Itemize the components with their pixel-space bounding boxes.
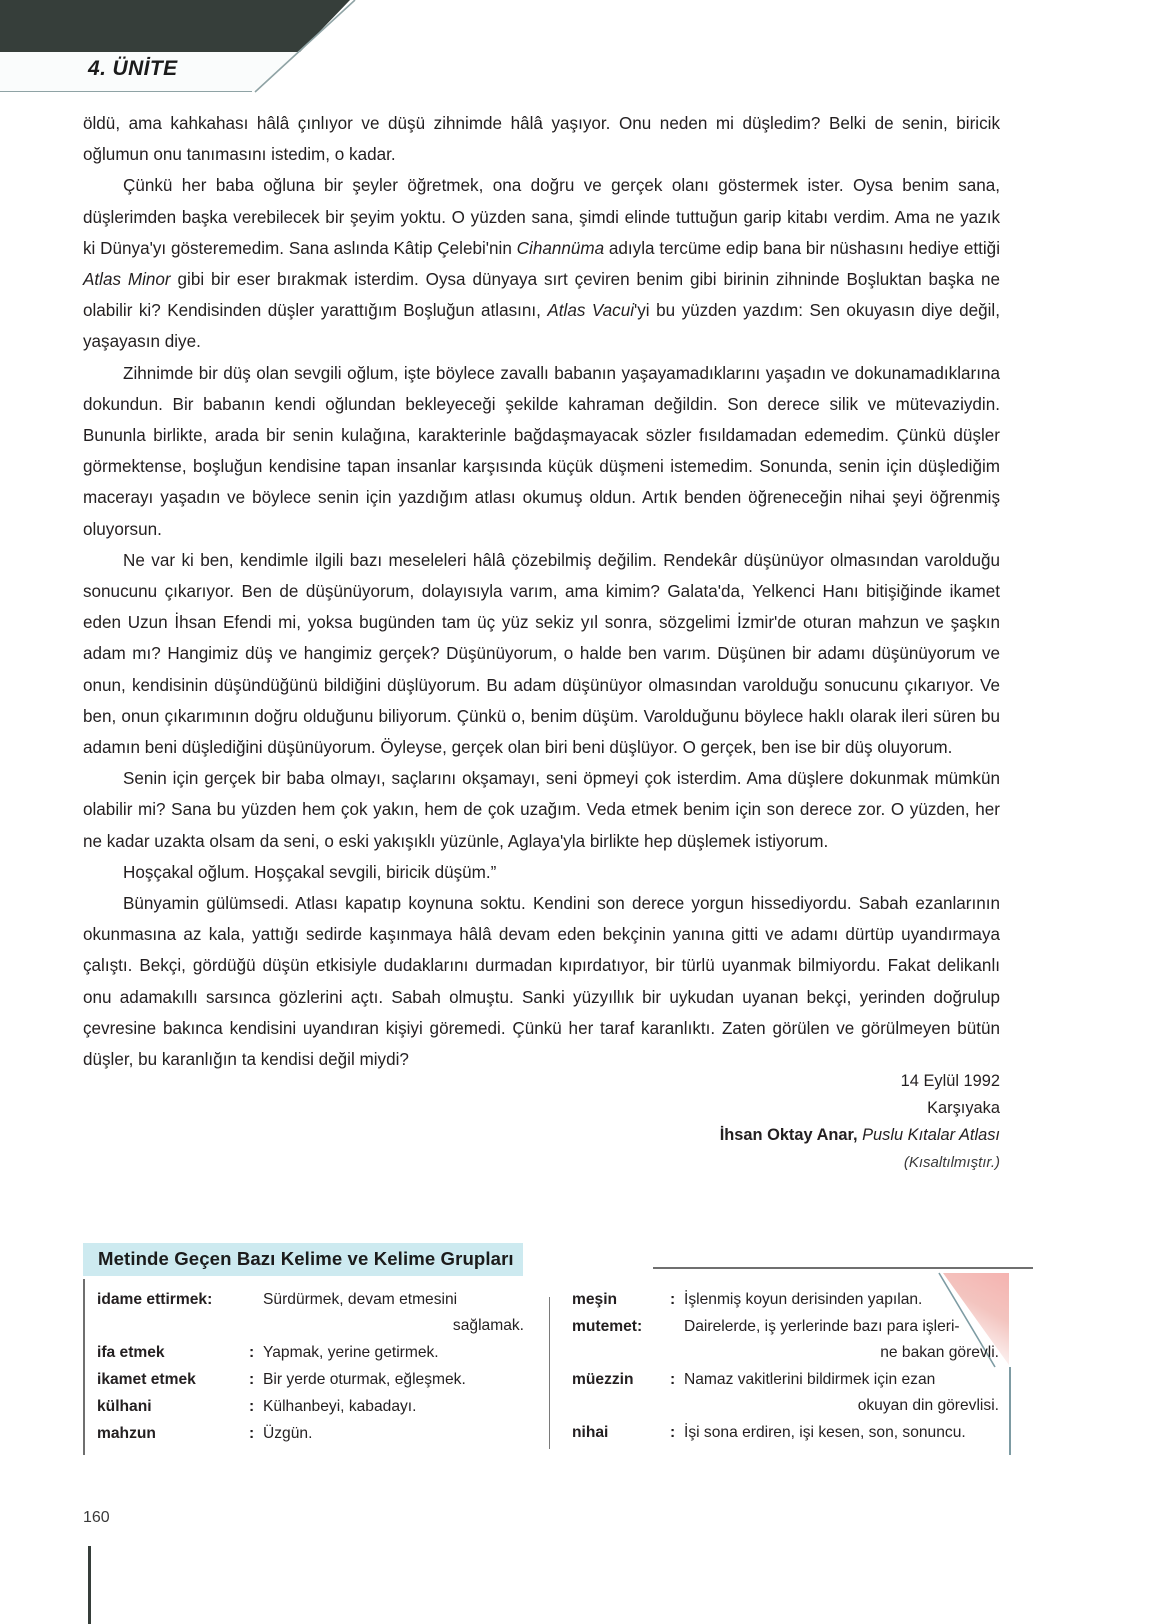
vocabulary-box-left-border bbox=[83, 1279, 85, 1455]
vocabulary-definition bbox=[263, 1394, 524, 1420]
vocabulary-definition-line: Yapmak, yerine getirmek. bbox=[263, 1344, 439, 1361]
vocabulary-definition-line: Namaz vakitlerini bildirmek için ezan bbox=[684, 1371, 936, 1388]
vocabulary-definition-line: Üzgün. bbox=[263, 1425, 313, 1442]
vocabulary-columns bbox=[97, 1287, 999, 1448]
paragraph bbox=[83, 108, 1000, 170]
emphasis-text: Cihannüma bbox=[516, 238, 605, 258]
vocabulary-definition-line: Külhanbeyi, kabadayı. bbox=[263, 1398, 417, 1415]
paragraph-text: Hoşçakal oğlum. Hoşçakal sevgili, biricik düşüm.” bbox=[123, 862, 497, 882]
paragraph-text: 'yi bu yüzden yazdım: Sen okuyasın diye değil, yaşayasın diye. bbox=[83, 301, 1000, 352]
vocabulary-definition-line: Bir yerde oturmak, eğleşmek. bbox=[263, 1371, 466, 1388]
vocabulary-term: idame ettirmek: bbox=[97, 1291, 213, 1308]
paragraph-text: öldü, ama kahkahası hâlâ çınlıyor ve düşü zihnimde hâlâ yaşıyor. Onu neden mi düşledim? Belki de senin, biricik oğlumun onu tanımasını istedim, o kadar. bbox=[83, 114, 1000, 165]
vocabulary-entry bbox=[97, 1394, 524, 1420]
vocabulary-definition bbox=[263, 1367, 524, 1393]
header-dark-shape bbox=[0, 0, 350, 52]
vocabulary-entry bbox=[572, 1367, 999, 1419]
vocabulary-colon bbox=[670, 1314, 684, 1366]
vocabulary-colon: : bbox=[670, 1424, 676, 1441]
vocabulary-entry bbox=[572, 1287, 999, 1313]
vocabulary-definition-line: İşi sona erdiren, işi kesen, son, sonuncu. bbox=[684, 1424, 966, 1441]
header-rule bbox=[0, 91, 252, 92]
attribution-date: 14 Eylül 1992 bbox=[900, 1072, 1000, 1090]
page-title: 4. ÜNİTE bbox=[88, 57, 178, 80]
vocabulary-entry bbox=[97, 1421, 524, 1447]
vocabulary-column-left bbox=[97, 1287, 540, 1448]
paragraph-text: Ne var ki ben, kendimle ilgili bazı meseleleri hâlâ çözebilmiş değilim. Rendekâr düşünüyor olmasından varolduğu sonucunu çıkarıyor. Ben de düşünüyorum, dolayısıyla varım, ama kimim? Galata'da, Yelkenci Hanı bitişiğinde ikamet eden Uzun İhsan Efendi mi, yoksa bugünden tam üç yüz sekiz yıl sonra, sözgelimi İzmir'de oturan mahzun ve şaşkın adam mı? Hangimiz düş ve hangimiz gerçek? Düşünüyorum, o halde ben varım. Düşünen bir adamı düşünüyorum ve onun, kendisinin düşündüğünü bildiğini düşlüyorum. Bu adam düşünüyor olmasından varolduğu sonucunu çıkarıyor. Ve ben, onun çıkarımının doğru olduğunu biliyorum. Çünkü o, benim düşüm. Varolduğunu böylece haklı olarak ileri süren bu adamın beni düşlediğini düşünüyorum. Öyleyse, gerçek olan biri beni düşlüyor. O gerçek, ben ise bir düş oluyorum. bbox=[83, 550, 1000, 758]
article-body bbox=[83, 108, 1000, 1075]
attribution-block bbox=[83, 1068, 1000, 1176]
paragraph-text: Bünyamin gülümsedi. Atlası kapatıp koynuna soktu. Kendini son derece yorgun hissediyordu. Sabah ezanlarının okunmasına az kala, yattığı sedirde kaşınmaya hâlâ devam eden bekçinin yanına gitti ve adamı dürtüp uyandırmaya çalıştı. Bekçi, gördüğü düşün etkisiyle dudaklarını durmadan kıpırdatıyor, bir türlü uyanmak bilmiyordu. Fakat delikanlı onu adamakıllı sarsınca gözlerini açtı. Sabah olmuştu. Sanki yüzyıllık bir uykudan uyanan bekçi, yerinden doğrulup çevresine bakınca kendisini uyandıran kişiyi göremedi. Çünkü her taraf karanlıktı. Zaten görülen ve görülmeyen bütün düşler, bu karanlığın ta kendisi değil miydi? bbox=[83, 894, 1000, 1070]
vocabulary-colon: : bbox=[670, 1291, 676, 1308]
paragraph bbox=[83, 545, 1000, 763]
attribution-place: Karşıyaka bbox=[927, 1099, 1000, 1117]
page-number: 160 bbox=[83, 1509, 110, 1526]
vocabulary-box-right-border bbox=[1009, 1367, 1011, 1455]
paragraph-text: gibi bir eser bırakmak isterdim. Oysa dünyaya sırt çeviren benim gibi birinin zihninde Boşluktan başka ne olabilir ki? Kendisinden düşler yarattığım Boşluğun atlasını, bbox=[83, 270, 1000, 321]
vocabulary-definition bbox=[684, 1367, 999, 1419]
vocabulary-definition-continuation: ne bakan görevli. bbox=[880, 1344, 999, 1361]
vocabulary-term: ifa etmek bbox=[97, 1344, 165, 1361]
vocabulary-entry bbox=[97, 1287, 524, 1339]
vocabulary-heading: Metinde Geçen Bazı Kelime ve Kelime Grupları bbox=[83, 1243, 523, 1276]
vocabulary-box bbox=[83, 1279, 1033, 1455]
paragraph bbox=[83, 763, 1000, 857]
vocabulary-definition bbox=[263, 1287, 524, 1339]
vocabulary-colon: : bbox=[249, 1398, 255, 1415]
paragraph-text: adıyla tercüme edip bana bir nüshasını hediye ettiği bbox=[604, 238, 1000, 258]
vocabulary-definition bbox=[684, 1287, 999, 1313]
vocabulary-heading-rule bbox=[653, 1267, 1033, 1269]
emphasis-text: Atlas Minor bbox=[83, 270, 171, 290]
vocabulary-definition-continuation: okuyan din görevlisi. bbox=[857, 1397, 999, 1414]
vocabulary-definition bbox=[684, 1420, 999, 1446]
vocabulary-column-right bbox=[540, 1287, 999, 1448]
attribution-work: Puslu Kıtalar Atlası bbox=[862, 1126, 1000, 1144]
footer-accent-bar bbox=[88, 1546, 91, 1624]
vocabulary-section bbox=[83, 1243, 1033, 1455]
vocabulary-heading-row bbox=[83, 1243, 1033, 1277]
paragraph bbox=[83, 857, 1000, 888]
paragraph bbox=[83, 888, 1000, 1075]
paragraph bbox=[83, 358, 1000, 545]
vocabulary-definition bbox=[263, 1340, 524, 1366]
attribution-author: İhsan Oktay Anar, bbox=[719, 1126, 858, 1144]
paragraph-text: Çünkü her baba oğluna bir şeyler öğretmek, ona doğru ve gerçek olanı göstermek ister. Oysa benim sana, düşlerimden başka verebilecek bir şeyim yoktu. O yüzden sana, şimdi elinde tuttuğun garip kitabı verdim. Ama ne yazık ki Dünya'yı gösteremedim. Sana aslında Kâtip Çelebi'nin bbox=[83, 176, 1000, 258]
paragraph bbox=[83, 170, 1000, 357]
vocabulary-definition-line: Sürdürmek, devam etmesini bbox=[263, 1291, 458, 1308]
vocabulary-term: mahzun bbox=[97, 1425, 156, 1442]
paragraph-text: Zihnimde bir düş olan sevgili oğlum, işte böylece zavallı babanın yaşayamadıklarını yaşadın ve dokunamadıklarına dokundun. Bir babanın kendi oğlundan bekleyeceği şekilde kahraman değildin. Son derece silik ve mütevaziydin. Bununla birlikte, arada bir senin kulağına, karakterinle bağdaşmayacak sözler fısıldamadan edemedim. Çünkü düşler görmektense, boşluğun kendisine tapan insanlar karşısında küçük düşmeni istemedim. Sonunda, senin için düşlediğim macerayı yaşadın ve böylece senin için yazdığım atlası okumuş oldun. Artık benden öğreneceğin nihai şeyi öğrenmiş oluyorsun. bbox=[83, 363, 1000, 539]
vocabulary-colon bbox=[249, 1287, 263, 1339]
vocabulary-entry bbox=[572, 1420, 999, 1446]
vocabulary-definition-line: İşlenmiş koyun derisinden yapılan. bbox=[684, 1291, 923, 1308]
vocabulary-colon: : bbox=[249, 1344, 255, 1361]
vocabulary-term: mutemet: bbox=[572, 1318, 643, 1335]
vocabulary-definition bbox=[684, 1314, 999, 1366]
vocabulary-term: ikamet etmek bbox=[97, 1371, 196, 1388]
vocabulary-definition-continuation: sağlamak. bbox=[452, 1317, 524, 1334]
vocabulary-colon: : bbox=[670, 1371, 676, 1388]
vocabulary-entry bbox=[97, 1367, 524, 1393]
paragraph-text: Senin için gerçek bir baba olmayı, saçlarını okşamayı, seni öpmeyi çok isterdim. Ama düşlere dokunmak mümkün olabilir mi? Sana bu yüzden hem çok yakın, hem de çok uzağım. Veda etmek benim için son derece zor. O yüzden, her ne kadar uzakta olsam da seni, o eski yakışıklı yüzünle, Aglaya'yla birlikte hep düşlemek istiyorum. bbox=[83, 769, 1000, 851]
attribution-note: (Kısaltılmıştır.) bbox=[903, 1154, 1000, 1171]
attribution-source bbox=[83, 1122, 1000, 1149]
vocabulary-term: nihai bbox=[572, 1424, 609, 1441]
vocabulary-definition-line: Dairelerde, iş yerlerinde bazı para işleri- bbox=[684, 1318, 960, 1335]
vocabulary-colon: : bbox=[249, 1371, 255, 1388]
vocabulary-term: meşin bbox=[572, 1291, 618, 1308]
vocabulary-entry bbox=[97, 1340, 524, 1366]
vocabulary-entry bbox=[572, 1314, 999, 1366]
vocabulary-definition bbox=[263, 1421, 524, 1447]
vocabulary-term: müezzin bbox=[572, 1371, 634, 1388]
vocabulary-term: külhani bbox=[97, 1398, 152, 1415]
vocabulary-colon: : bbox=[249, 1425, 255, 1442]
emphasis-text: Atlas Vacui bbox=[547, 301, 634, 321]
